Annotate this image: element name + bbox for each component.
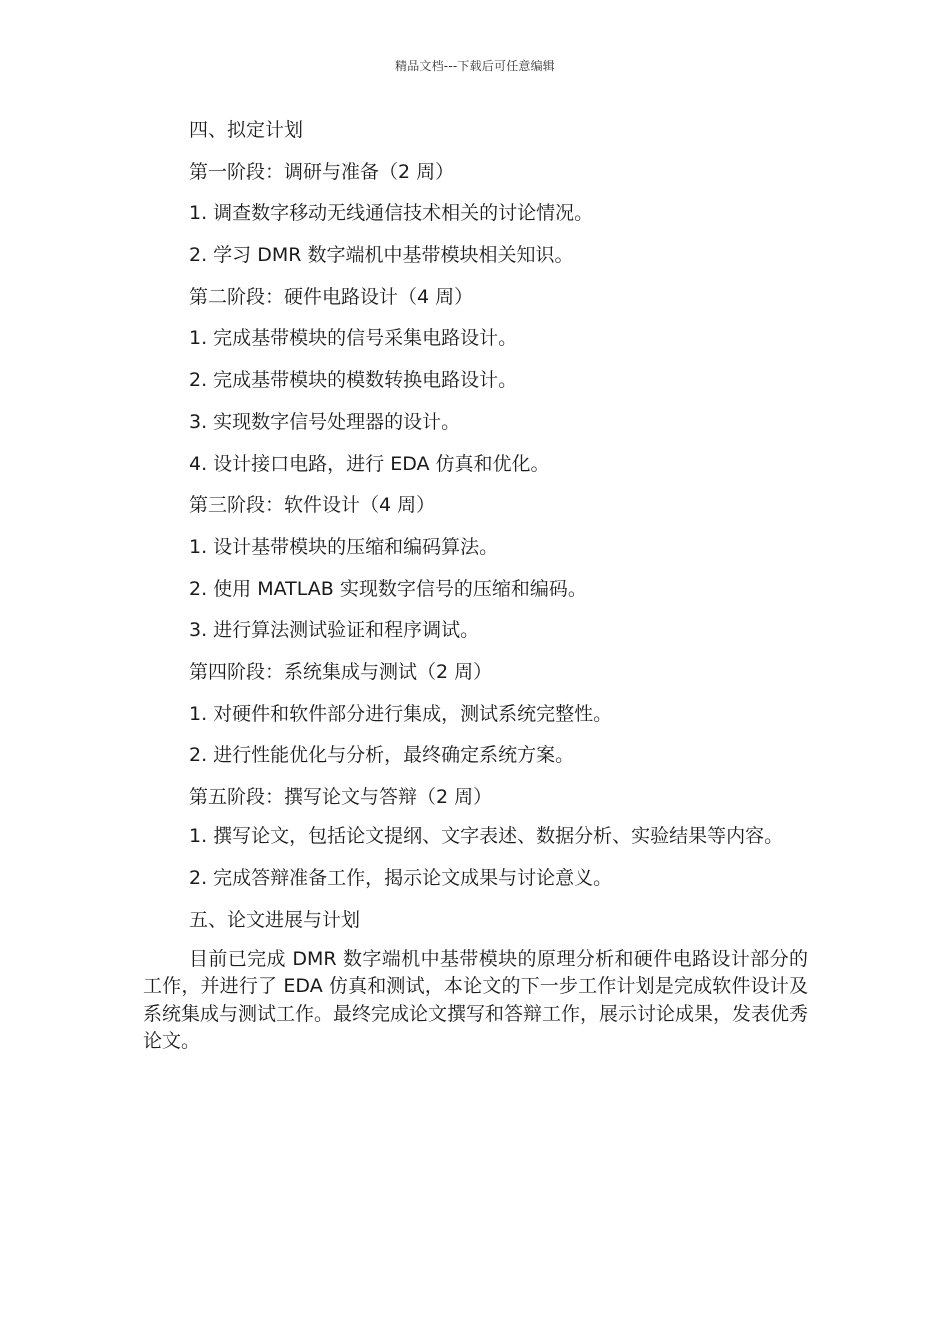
stage-2-item-2: 2. 完成基带模块的模数转换电路设计。 <box>189 369 518 392</box>
stage-1-heading: 第一阶段：调研与准备（2 周） <box>189 160 455 183</box>
stage-4-heading: 第四阶段：系统集成与测试（2 周） <box>189 660 493 683</box>
stage-2-heading: 第二阶段：硬件电路设计（4 周） <box>189 285 474 308</box>
document-body <box>143 114 808 1066</box>
stage-5-item-2: 2. 完成答辩准备工作，揭示论文成果与讨论意义。 <box>189 867 613 890</box>
stage-1-item-2: 2. 学习 DMR 数字端机中基带模块相关知识。 <box>189 244 574 267</box>
stage-3-item-1: 1. 设计基带模块的压缩和编码算法。 <box>189 535 499 558</box>
stage-4-item-1: 1. 对硬件和软件部分进行集成，测试系统完整性。 <box>189 702 613 725</box>
stage-4-item-2: 2. 进行性能优化与分析，最终确定系统方案。 <box>189 744 575 767</box>
stage-5-heading: 第五阶段：撰写论文与答辩（2 周） <box>189 786 493 808</box>
page-header: 精品文档---下载后可任意编辑 <box>395 59 555 73</box>
stage-2-item-3: 3. 实现数字信号处理器的设计。 <box>189 410 461 433</box>
stage-2-item-4: 4. 设计接口电路，进行 EDA 仿真和优化。 <box>189 452 550 475</box>
stage-2-item-1: 1. 完成基带模块的信号采集电路设计。 <box>189 327 518 350</box>
section-heading-plan: 四、拟定计划 <box>189 119 304 141</box>
section-heading-progress: 五、论文进展与计划 <box>189 908 361 931</box>
stage-3-heading: 第三阶段：软件设计（4 周） <box>189 494 436 517</box>
stage-3-item-2: 2. 使用 MATLAB 实现数字信号的压缩和编码。 <box>189 577 587 600</box>
stage-5-item-1: 1. 撰写论文，包括论文提纲、文字表述、数据分析、实验结果等内容。 <box>189 824 784 847</box>
progress-paragraph: 目前已完成 DMR 数字端机中基带模块的原理分析和硬件电路设计部分的工作，并进行了 EDA 仿真和测试，本论文的下一步工作计划是完成软件设计及系统集成与测试工作。最终完成论文撰写和答辩工作，展示讨论成果，发表优秀论文。 <box>143 947 809 1053</box>
stage-3-item-3: 3. 进行算法测试验证和程序调试。 <box>189 619 480 642</box>
stage-1-item-1: 1. 调查数字移动无线通信技术相关的讨论情况。 <box>189 202 594 225</box>
